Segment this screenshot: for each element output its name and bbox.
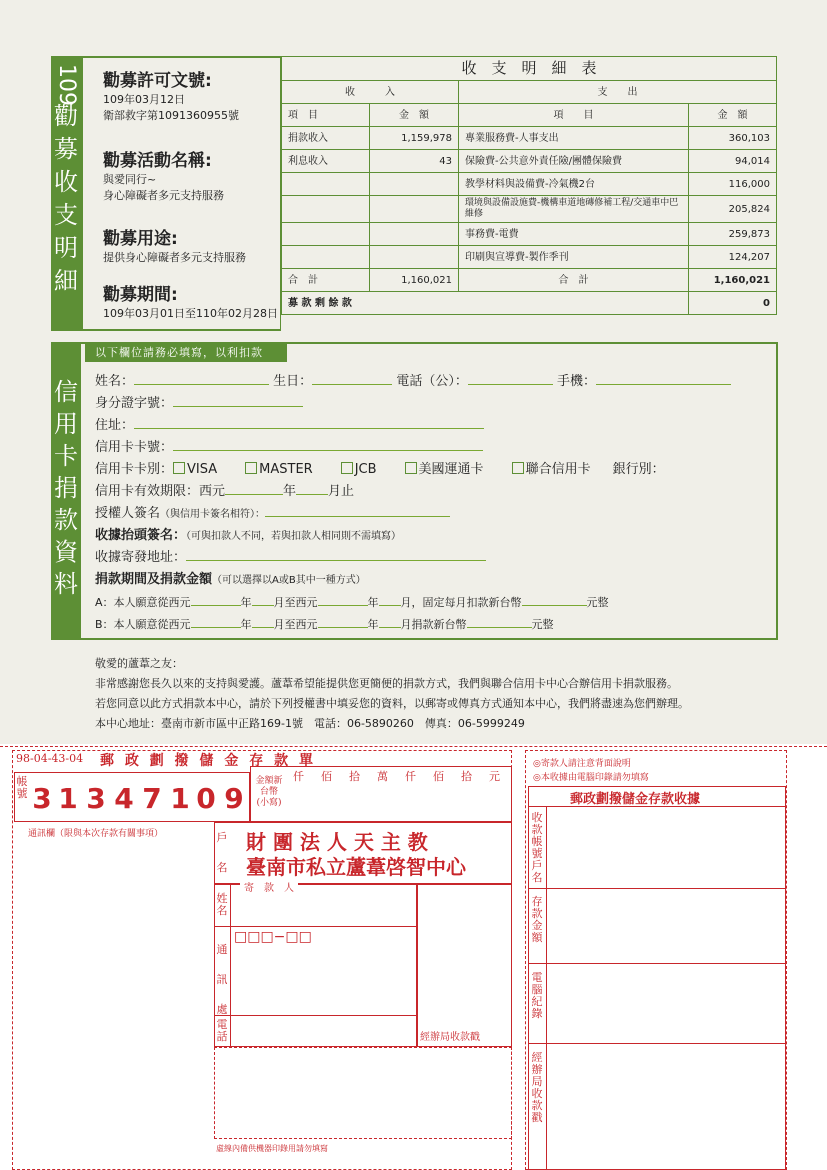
visa-checkbox[interactable] <box>173 462 185 474</box>
expiry-year-label: 年 <box>283 484 297 499</box>
expense-amount: 360,103 <box>689 127 777 150</box>
expense-item: 專業服務費-人事支出 <box>459 127 689 150</box>
signature-label: 授權人簽名 <box>95 506 161 521</box>
memo-label: 通訊欄（限與本次存款有關事項） <box>28 829 164 839</box>
account-digit: 1 <box>58 782 78 815</box>
slip-title: 郵 政 劃 撥 儲 金 存 款 單 <box>100 753 316 769</box>
master-label: MASTER <box>259 462 313 477</box>
phone-label: 電話（公）： <box>396 374 468 389</box>
address-row <box>95 417 484 435</box>
option-b-row <box>95 616 554 634</box>
union-card-label: 聯合信用卡 <box>525 462 591 477</box>
table-row <box>282 173 777 196</box>
expense-amount: 259,873 <box>689 223 777 246</box>
name-field[interactable] <box>134 373 269 385</box>
divider <box>528 806 786 807</box>
sender-address-label: 通訊處 <box>216 943 228 1016</box>
divider <box>528 1043 786 1044</box>
office-stamp-label: 經辦局收款戳 <box>420 1032 480 1043</box>
master-checkbox[interactable] <box>245 462 257 474</box>
expense-amount: 124,207 <box>689 246 777 269</box>
receipt-address-label: 收據寄發地址： <box>95 550 187 565</box>
cut-line <box>0 746 827 747</box>
income-expense-table <box>281 56 777 331</box>
income-item: 捐款收入 <box>282 127 370 150</box>
table-row <box>282 127 777 150</box>
income-header: 收 入 <box>282 81 459 104</box>
id-field[interactable] <box>173 395 303 407</box>
unit-label: 佰 <box>321 770 332 783</box>
letter-line-1: 非常感謝您長久以來的支持與愛護。蘆葦希望能提供您更簡便的捐款方式，我們與聯合信用卡中心合辦信用卡捐款服務。 <box>95 677 678 690</box>
permit-heading: 勸募許可文號: <box>103 71 212 91</box>
divider <box>214 1015 417 1016</box>
office-stamp-box <box>417 884 512 1047</box>
birthday-label: 生日： <box>273 374 313 389</box>
option-a-start-month[interactable] <box>252 594 274 606</box>
summary-vertical-title <box>51 56 81 331</box>
income-item: 利息收入 <box>282 150 370 173</box>
amount-label: 金額新台幣(小寫) <box>255 776 283 808</box>
payee-line-2: 臺南市私立蘆葦啓智中心 <box>246 855 466 879</box>
permit-number: 衛部救字第1091360955號 <box>103 109 239 122</box>
divider <box>214 926 417 927</box>
payee-label-1: 戶 <box>216 831 228 844</box>
required-note: 以下欄位請務必填寫，以利扣款 <box>85 344 287 362</box>
expense-total-label: 合 計 <box>459 269 689 292</box>
card-type-label: 信用卡卡別： <box>95 462 174 477</box>
option-a-amount-label: 月，固定每月扣款新台幣 <box>400 596 522 609</box>
table-row <box>282 196 777 223</box>
income-amount: 43 <box>370 150 459 173</box>
payee-line-1: 財 團 法 人 天 主 教 <box>246 830 428 854</box>
option-b-amount-label: 月捐款新台幣 <box>400 618 467 631</box>
receipt-label-stamp: 經辦局收款戳 <box>531 1051 543 1124</box>
divider <box>528 888 786 889</box>
option-a-year2-label: 年 <box>367 596 379 609</box>
permit-block <box>103 70 239 124</box>
table-title: 收 支 明 細 表 <box>282 57 777 81</box>
sender-name-field[interactable] <box>232 886 416 924</box>
payee-label-2: 名 <box>216 861 228 874</box>
permit-date: 109年03月12日 <box>103 93 185 106</box>
divider <box>546 806 547 1170</box>
mobile-field[interactable] <box>596 373 731 385</box>
expense-amount: 116,000 <box>689 173 777 196</box>
unit-label: 拾 <box>461 770 472 783</box>
balance-value: 0 <box>689 292 777 315</box>
col-amount: 金 額 <box>370 104 459 127</box>
option-b-label: B：本人願意從西元 <box>95 618 191 631</box>
account-digit: 0 <box>196 782 216 815</box>
expense-total: 1,160,021 <box>689 269 777 292</box>
option-b-to-label: 月至西元 <box>273 618 318 631</box>
expense-item: 環境與設備設施費-機構車道地磚修補工程/交通車中巴維修 <box>459 196 689 223</box>
amount-digit-cells[interactable] <box>287 766 512 822</box>
expense-item: 教學材料與設備費-冷氣機2台 <box>459 173 689 196</box>
letter-line-3: 本中心地址：臺南市新市區中正路169-1號 電話：06-5890260 傳真：06-5999249 <box>95 717 525 730</box>
bank-label: 銀行別： <box>612 462 665 477</box>
card-number-row <box>95 439 483 457</box>
col-item-2: 項 目 <box>459 104 689 127</box>
table-row <box>282 246 777 269</box>
receipt-label-account: 收款帳號戶名 <box>531 811 543 884</box>
income-total: 1,160,021 <box>370 269 459 292</box>
period-heading: 勸募期間: <box>103 285 178 305</box>
option-a-end-month[interactable] <box>379 594 401 606</box>
id-label: 身分證字號： <box>95 396 174 411</box>
purpose-block <box>103 228 246 266</box>
sender-name-label: 姓名 <box>216 892 228 917</box>
divider <box>230 884 231 1047</box>
activity-line1: 與愛同行~ <box>103 173 157 186</box>
balance-label: 募 款 剩 餘 款 <box>282 292 689 315</box>
option-b-start-year[interactable] <box>191 616 241 628</box>
card-number-field[interactable] <box>173 439 483 451</box>
income-amount: 1,159,978 <box>370 127 459 150</box>
option-a-row <box>95 594 609 612</box>
form-code: 98-04-43-04 <box>16 752 84 765</box>
unit-label: 仟 <box>405 770 416 783</box>
address-field[interactable] <box>134 417 484 429</box>
form-vertical-title <box>51 342 81 640</box>
card-number-label: 信用卡卡號： <box>95 440 174 455</box>
receipt-name-row <box>95 527 401 546</box>
expense-amount: 94,014 <box>689 150 777 173</box>
option-a-end-year[interactable] <box>318 594 368 606</box>
memo-area[interactable] <box>14 838 214 1168</box>
option-b-year-label: 年 <box>240 618 252 631</box>
birthday-field[interactable] <box>312 373 392 385</box>
card-type-row <box>95 461 665 479</box>
jcb-checkbox[interactable] <box>341 462 353 474</box>
form-vertical-text: 信用卡捐款資料 <box>54 378 78 598</box>
sender-header: 寄 款 人 <box>240 879 298 894</box>
receipt-label-record: 電腦紀錄 <box>531 971 543 1020</box>
union-card-checkbox[interactable] <box>512 462 524 474</box>
receipt-label-amount: 存款金額 <box>531 895 543 944</box>
account-digit: 7 <box>142 782 162 815</box>
expiry-month-field[interactable] <box>296 483 328 495</box>
account-label: 帳號 <box>16 775 28 800</box>
mobile-label: 手機： <box>556 374 596 389</box>
jcb-label: JCB <box>354 462 377 477</box>
account-digit: 1 <box>170 782 190 815</box>
option-a-amount-field[interactable] <box>522 594 587 606</box>
option-b-amount-field[interactable] <box>467 616 532 628</box>
signature-field[interactable] <box>265 505 450 517</box>
signature-note: （與信用卡簽名相符）： <box>160 509 266 520</box>
donation-period-note: （可以選擇以A或B其中一種方式） <box>212 575 366 586</box>
option-b-unit: 元整 <box>531 618 554 631</box>
account-digit: 3 <box>32 782 52 815</box>
donation-period-row <box>95 571 366 590</box>
unit-label: 仟 <box>293 770 304 783</box>
total-row <box>282 269 777 292</box>
expense-amount: 205,824 <box>689 196 777 223</box>
receipt-note-2: ◎本收據由電腦印錄請勿填寫 <box>533 773 649 783</box>
receipt-title: 郵政劃撥儲金存款收據 <box>570 792 701 807</box>
option-a-year-label: 年 <box>240 596 252 609</box>
name-row <box>95 373 731 391</box>
col-amount-2: 金 額 <box>689 104 777 127</box>
income-total-label: 合 計 <box>282 269 370 292</box>
receipt-address-field[interactable] <box>186 549 486 561</box>
sender-phone-field[interactable] <box>232 1017 416 1045</box>
option-b-start-month[interactable] <box>252 616 274 628</box>
signature-row <box>95 505 450 524</box>
option-b-end-month[interactable] <box>379 616 401 628</box>
account-digit: 3 <box>86 782 106 815</box>
unit-label: 元 <box>489 770 500 783</box>
name-label: 姓名： <box>95 374 135 389</box>
receipt-note-1: ◎寄款人請注意背面說明 <box>533 759 631 769</box>
expense-item: 事務費-電費 <box>459 223 689 246</box>
purpose-heading: 勸募用途: <box>103 229 178 249</box>
sender-phone-label: 電話 <box>216 1018 228 1043</box>
unit-label: 萬 <box>377 770 388 783</box>
option-a-label: A：本人願意從西元 <box>95 596 191 609</box>
period-block <box>103 284 278 322</box>
summary-vertical-text: 勸募收支明細 <box>54 102 78 295</box>
unit-label: 佰 <box>433 770 444 783</box>
option-a-start-year[interactable] <box>191 594 241 606</box>
receipt-name-note: （可與扣款人不同，若與扣款人相同則不需填寫） <box>186 531 402 542</box>
amex-label: 美國運通卡 <box>418 462 484 477</box>
expense-item: 保險費-公共意外責任險/團體保險費 <box>459 150 689 173</box>
account-digit: 9 <box>224 782 244 815</box>
activity-line2: 身心障礙者多元支持服務 <box>103 189 224 202</box>
purpose-text: 提供身心障礙者多元支持服務 <box>103 251 246 264</box>
balance-row <box>282 292 777 315</box>
visa-label: VISA <box>187 462 218 477</box>
option-b-year2-label: 年 <box>367 618 379 631</box>
option-a-to-label: 月至西元 <box>273 596 318 609</box>
activity-heading: 勸募活動名稱: <box>103 151 212 171</box>
table-row <box>282 150 777 173</box>
divider <box>528 963 786 964</box>
period-text: 109年03月01日至110年02月28日 <box>103 307 278 320</box>
receipt-table <box>528 786 786 1170</box>
receipt-address-row <box>95 549 486 567</box>
expense-header: 支 出 <box>459 81 777 104</box>
col-item: 項 目 <box>282 104 370 127</box>
expiry-label: 信用卡有效期限：西元 <box>95 484 226 499</box>
id-row <box>95 395 303 413</box>
summary-year: 109 <box>54 64 79 106</box>
letter-greeting: 敬愛的蘆葦之友： <box>95 657 183 670</box>
phone-field[interactable] <box>468 373 553 385</box>
expiry-month-label: 月止 <box>328 484 355 499</box>
campaign-info-panel <box>81 56 281 331</box>
activity-block <box>103 150 224 204</box>
option-b-end-year[interactable] <box>318 616 368 628</box>
postal-code-boxes[interactable]: □□□−□□ <box>234 929 312 945</box>
option-a-unit: 元整 <box>586 596 609 609</box>
account-digit: 4 <box>114 782 134 815</box>
letter-line-2: 若您同意以此方式捐款本中心，請於下列授權書中填妥您的資料，以郵寄或傳真方式通知本中心，我們將盡速為您們辦理。 <box>95 697 689 710</box>
receipt-name-label: 收據抬頭簽名： <box>95 528 187 543</box>
amex-checkbox[interactable] <box>405 462 417 474</box>
expiry-row <box>95 483 354 501</box>
machine-note: 虛線內備供機器印錄用請勿填寫 <box>216 1144 328 1153</box>
donation-period-label: 捐款期間及捐款金額 <box>95 572 213 587</box>
machine-area <box>214 1047 512 1139</box>
unit-label: 拾 <box>349 770 360 783</box>
expense-item: 印刷與宣導費-製作季刊 <box>459 246 689 269</box>
expiry-year-field[interactable] <box>225 483 283 495</box>
table-row <box>282 223 777 246</box>
address-label: 住址： <box>95 418 135 433</box>
